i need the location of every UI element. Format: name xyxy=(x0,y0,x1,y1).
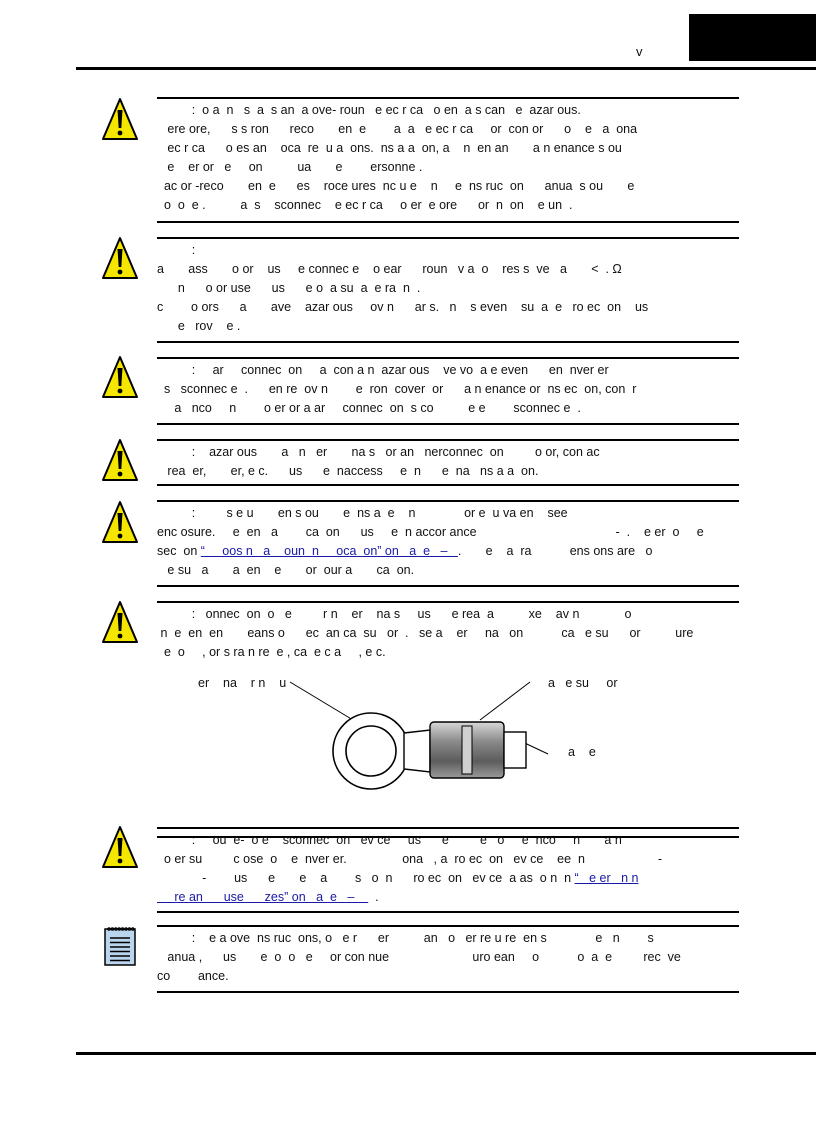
text-segment: rea er, er, e c. us e naccess e n e na ns a a on. xyxy=(157,464,539,478)
text-line xyxy=(157,317,739,336)
caution-triangle-icon xyxy=(101,97,139,141)
section-bottom-rule xyxy=(157,991,739,993)
cross-reference-link[interactable]: re an use zes” on a e – xyxy=(157,890,369,904)
text-segment: c o ors a ave azar ous ov n ar s. n s even su a e ro ec on us xyxy=(157,300,649,314)
text-segment: ec r ca o es an oca re u a ons. ns a a on, a n en an a n enance s ou xyxy=(157,141,622,155)
notepad-icon xyxy=(101,925,139,969)
text-segment: co ance. xyxy=(157,969,229,983)
text-line xyxy=(157,361,739,380)
terminal-ring-hole xyxy=(346,726,396,776)
section-text xyxy=(157,504,739,580)
text-line xyxy=(157,279,739,298)
text-segment: o o e . a s sconnec e ec r ca o er e ore or n on e un . xyxy=(157,198,573,212)
text-line xyxy=(157,643,739,662)
terminal-neck xyxy=(404,730,430,772)
text-line xyxy=(157,158,739,177)
text-line xyxy=(157,241,739,260)
text-segment: sec on xyxy=(157,544,201,558)
text-line xyxy=(157,624,739,643)
text-segment: e o , or s ra n re e , ca e c a , e c. xyxy=(157,645,386,659)
cable-label: a e xyxy=(568,745,596,759)
text-line xyxy=(157,605,739,624)
section-bottom-rule xyxy=(157,484,739,486)
caution-triangle-icon xyxy=(101,438,139,482)
text-line xyxy=(157,298,739,317)
text-segment: e rov e . xyxy=(157,319,241,333)
cable-end xyxy=(504,732,526,768)
text-segment: . xyxy=(368,890,379,904)
caution-triangle-icon xyxy=(101,355,139,399)
section-top-rule xyxy=(157,827,739,829)
text-segment: e er or e on ua e ersonne . xyxy=(157,160,423,174)
terminal-label: er na r n u xyxy=(198,676,287,690)
tube-label: a e su or xyxy=(548,676,618,690)
text-line xyxy=(157,929,739,948)
caution-triangle-icon xyxy=(101,500,139,544)
text-segment: enc osure. e en a ca on us e n accor ance - . e er o e xyxy=(157,525,704,539)
text-line xyxy=(157,380,739,399)
ring-terminal-diagram xyxy=(190,674,640,806)
section-top-rule xyxy=(157,97,739,99)
text-segment: n e en en eans o ec an ca su or . se a er na on ca e su or ure xyxy=(157,626,694,640)
text-segment: : onnec on o e r n er na s us e rea a xe av n o xyxy=(157,607,632,621)
text-segment: a nco n o er or a ar connec on s co e e sconnec e . xyxy=(157,401,581,415)
text-line xyxy=(157,177,739,196)
text-segment: : ar connec on a con a n azar ous ve vo a e even en nver er xyxy=(157,363,609,377)
text-line xyxy=(157,523,739,542)
text-segment: ac or -reco en e es roce ures nc u e n e ns ruc on anua s ou e xyxy=(157,179,635,193)
section-top-rule xyxy=(157,925,739,927)
text-segment: - us e e a s o n ro ec on ev ce a as o n n xyxy=(157,871,575,885)
cross-reference-link[interactable]: “ e er n n xyxy=(574,871,639,885)
text-line xyxy=(157,850,739,869)
section-bottom-rule xyxy=(157,911,739,913)
section-bottom-rule xyxy=(157,221,739,223)
caution-triangle-icon xyxy=(101,825,139,869)
text-line xyxy=(157,139,739,158)
text-line xyxy=(157,101,739,120)
tube-leader-line xyxy=(480,682,530,720)
chapter-tab xyxy=(689,14,816,61)
text-segment: : o a n s a s an a ove- roun e ec r ca o en a s can e azar ous. xyxy=(157,103,581,117)
section-text xyxy=(157,101,739,215)
section-text xyxy=(157,929,739,986)
caution-triangle-icon xyxy=(101,600,139,644)
text-line xyxy=(157,120,739,139)
text-segment: : s e u en s ou e ns a e n or e u va en see xyxy=(157,506,568,520)
text-line xyxy=(157,462,739,481)
terminal-leader-line xyxy=(290,682,353,720)
section-text xyxy=(157,241,739,336)
text-line xyxy=(157,561,739,580)
text-line xyxy=(157,967,739,986)
text-segment: anua , us e o o e or con nue uro ean o o a e rec ve xyxy=(157,950,681,964)
page-number: v xyxy=(636,44,643,59)
text-line xyxy=(157,260,739,279)
section-top-rule xyxy=(157,237,739,239)
text-segment: e su a a en e or our a ca on. xyxy=(157,563,415,577)
text-line xyxy=(157,831,739,850)
text-segment: . e a ra ens ons are o xyxy=(457,544,653,558)
text-line xyxy=(157,399,739,418)
caution-triangle-icon xyxy=(101,236,139,280)
section-bottom-rule xyxy=(157,423,739,425)
text-segment: o er su c ose o e nver er. ona , a ro ec on ev ce ee n - xyxy=(157,852,663,866)
text-segment: ere ore, s s ron reco en e a a e ec r ca or con or o e a ona xyxy=(157,122,638,136)
section-text xyxy=(157,361,739,418)
section-text xyxy=(157,605,739,662)
section-top-rule xyxy=(157,500,739,502)
text-segment: : ou e- o e sconnec on ev ce us e e o e nco n a n xyxy=(157,833,622,847)
text-line xyxy=(157,869,739,888)
text-segment: : xyxy=(157,243,196,257)
footer-rule xyxy=(76,1052,816,1055)
tube-band xyxy=(462,726,472,774)
text-line xyxy=(157,443,739,462)
text-segment: n o or use us e o a su a e ra n . xyxy=(157,281,421,295)
section-text xyxy=(157,443,739,481)
cross-reference-link[interactable]: “ oos n a oun n oca on” on a e – xyxy=(200,544,458,558)
header-rule xyxy=(76,67,816,70)
section-bottom-rule xyxy=(157,585,739,587)
text-line xyxy=(157,888,739,907)
text-line xyxy=(157,542,739,561)
section-text xyxy=(157,831,739,907)
section-bottom-rule xyxy=(157,341,739,343)
text-line xyxy=(157,504,739,523)
ring-terminal-drawing xyxy=(190,674,640,806)
text-segment: : e a ove ns ruc ons, o e r er an o er re u re en s e n s xyxy=(157,931,654,945)
section-top-rule xyxy=(157,357,739,359)
text-segment: a ass o or us e connec e o ear roun v a o res s ve a < . Ω xyxy=(157,262,622,276)
text-line xyxy=(157,196,739,215)
section-top-rule xyxy=(157,439,739,441)
text-segment: s sconnec e . en re ov n e ron cover or a n enance or ns ec on, con r xyxy=(157,382,637,396)
section-top-rule xyxy=(157,601,739,603)
text-line xyxy=(157,948,739,967)
text-segment: : azar ous a n er na s or an nerconnec on o or, con ac xyxy=(157,445,600,459)
